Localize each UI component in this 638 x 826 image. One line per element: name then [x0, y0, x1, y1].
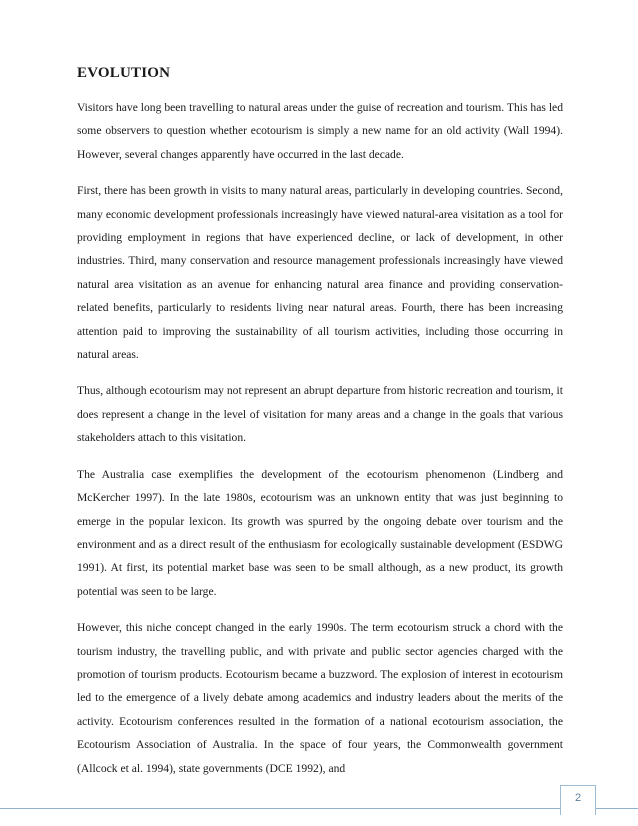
paragraph-2: First, there has been growth in visits to many natural areas, particularly in developing countries. Second, many economic development professionals increasingly have viewed natural-area visitation as a tool for providing employment in regions that have experienced decline, or lack of development, in other industries. Third, many conservation and resource management professionals increasingly have viewed natural area visitation as an avenue for enhancing natural area finance and providing conservation-related benefits, particularly to residents living near natural areas. Fourth, there has been increasing attention paid to improving the sustainability of all tourism activities, including those occurring in natural areas.	[77, 184, 563, 362]
page-number: 2	[560, 785, 596, 815]
paragraph-1: Visitors have long been travelling to natural areas under the guise of recreation and tourism. This has led some observers to question whether ecotourism is simply a new name for an old activity (Wall 1994). However, several changes apparently have occurred in the last decade.	[77, 101, 563, 161]
section-heading: EVOLUTION	[77, 65, 171, 81]
footer-divider	[0, 808, 638, 809]
paragraph-4: The Australia case exemplifies the development of the ecotourism phenomenon (Lindberg and McKercher 1997). In the late 1980s, ecotourism was an unknown entity that was just beginning to emerge in the popular lexicon. Its growth was spurred by the ongoing debate over tourism and the environment and as a direct result of the enthusiasm for ecologically sustainable development (ESDWG 1991). At first, its potential market base was seen to be small although, as a new product, its growth potential was seen to be large.	[77, 467, 563, 598]
document-page	[77, 62, 563, 793]
paragraph-5: However, this niche concept changed in the early 1990s. The term ecotourism struck a chord with the tourism industry, the travelling public, and with private and public sector agencies charged with the promotion of tourism products. Ecotourism became a buzzword. The explosion of interest in ecotourism led to the emergence of a lively debate among academics and industry leaders about the merits of the activity. Ecotourism conferences resulted in the formation of a national ecotourism association, the Ecotourism Association of Australia. In the space of four years, the Commonwealth government (Allcock et al. 1994), state governments (DCE 1992), and	[77, 621, 563, 775]
paragraph-3: Thus, although ecotourism may not represent an abrupt departure from historic recreation and tourism, it does represent a change in the level of visitation for many areas and a change in the goals that various stakeholders attach to this visitation.	[77, 384, 563, 445]
